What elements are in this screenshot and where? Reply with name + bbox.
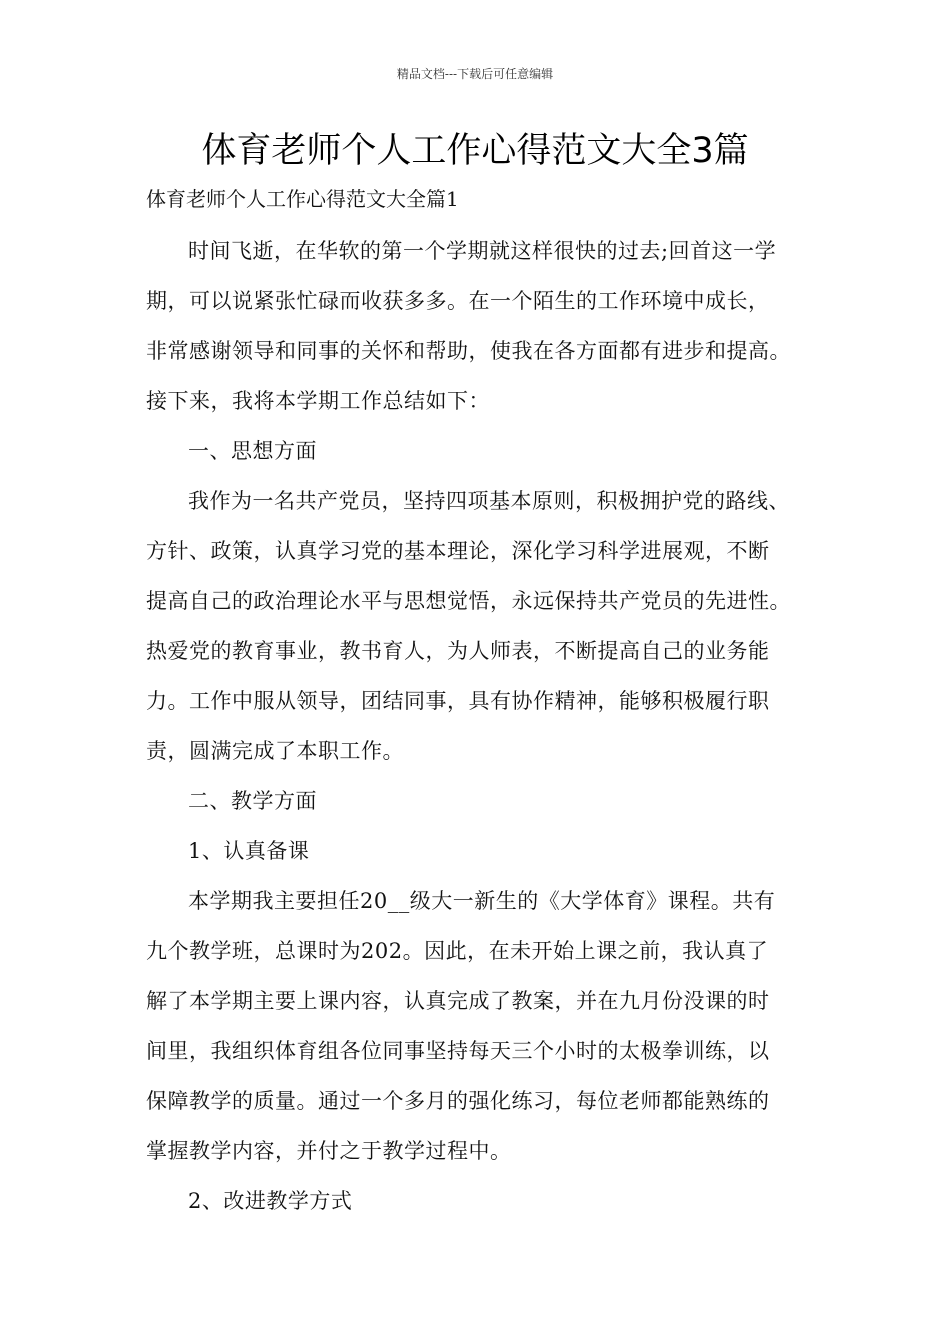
paragraph-line: 方针、政策，认真学习党的基本理论，深化学习科学进展观，不断 xyxy=(146,539,770,563)
paragraph-line: 掌握教学内容，并付之于教学过程中。 xyxy=(146,1139,512,1163)
paragraph xyxy=(146,226,826,426)
paragraph-line: 力。工作中服从领导，团结同事，具有协作精神，能够积极履行职 xyxy=(146,689,770,713)
paragraph-line: 非常感谢领导和同事的关怀和帮助，使我在各方面都有进步和提高。 xyxy=(146,339,791,363)
paragraph-line: 解了本学期主要上课内容，认真完成了教案，并在九月份没课的时 xyxy=(146,989,770,1013)
paragraph-line: 保障教学的质量。通过一个多月的强化练习，每位老师都能熟练的 xyxy=(146,1089,770,1113)
paragraph xyxy=(146,1176,826,1226)
paragraph xyxy=(146,476,826,776)
paragraph-line: 间里，我组织体育组各位同事坚持每天三个小时的太极拳训练，以 xyxy=(146,1039,770,1063)
paragraph xyxy=(146,426,826,476)
paragraph xyxy=(146,876,826,1176)
paragraph-line: 责，圆满完成了本职工作。 xyxy=(146,739,404,763)
document-title: 体育老师个人工作心得范文大全3篇 xyxy=(201,131,749,171)
paragraph-line: 2、改进教学方式 xyxy=(188,1189,353,1213)
paragraph-line: 热爱党的教育事业，教书育人，为人师表，不断提高自己的业务能 xyxy=(146,639,770,663)
paragraph-line: 二、教学方面 xyxy=(188,789,317,813)
paragraph-line: 时间飞逝，在华软的第一个学期就这样很快的过去;回首这一学 xyxy=(188,239,777,263)
paragraph-line: 提高自己的政治理论水平与思想觉悟，永远保持共产党员的先进性。 xyxy=(146,589,791,613)
paragraph-line: 我作为一名共产党员，坚持四项基本原则，积极拥护党的路线、 xyxy=(188,489,790,513)
paragraph-line: 本学期我主要担任20__级大一新生的《大学体育》课程。共有 xyxy=(188,889,776,913)
section-subtitle: 体育老师个人工作心得范文大全篇1 xyxy=(146,187,459,211)
paragraph-line: 一、思想方面 xyxy=(188,439,317,463)
document-body xyxy=(146,226,826,1226)
paragraph-line: 1、认真备课 xyxy=(188,839,310,863)
paragraph-line: 接下来，我将本学期工作总结如下： xyxy=(146,389,490,413)
page-header: 精品文档---下载后可任意编辑 xyxy=(396,67,554,81)
paragraph xyxy=(146,826,826,876)
paragraph-line: 期，可以说紧张忙碌而收获多多。在一个陌生的工作环境中成长， xyxy=(146,289,770,313)
paragraph xyxy=(146,776,826,826)
paragraph-line: 九个教学班，总课时为202。因此，在未开始上课之前，我认真了 xyxy=(146,939,769,963)
